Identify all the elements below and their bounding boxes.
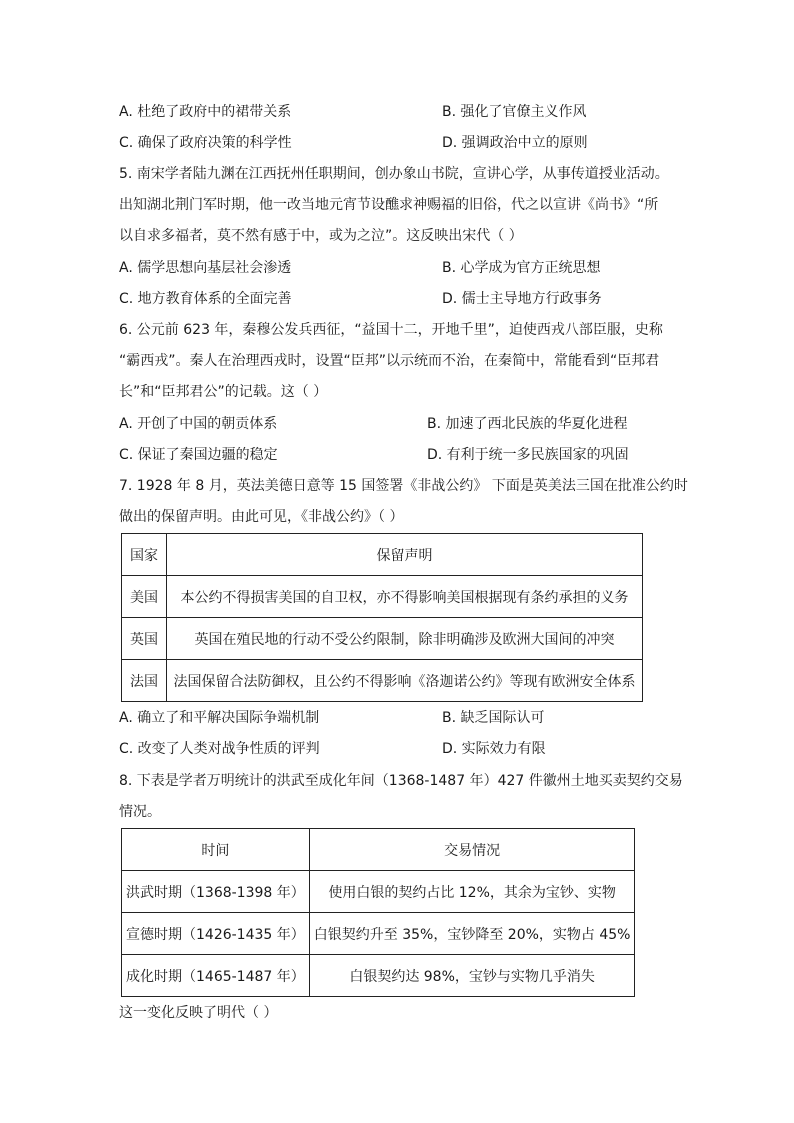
table-header-row	[122, 829, 635, 871]
q5-options-row-2	[119, 289, 679, 309]
table-row	[122, 618, 643, 660]
table-cell: 本公约不得损害美国的自卫权，亦不得影响美国根据现有条约承担的义务	[167, 576, 643, 618]
q7-stem-line-2: 做出的保留声明。由此可见，《非战公约》（ ）	[119, 509, 404, 525]
q4-options-row-1	[119, 102, 679, 122]
table-row	[122, 871, 635, 913]
q5-stem-line-3: 以自求多福者，莫不然有感于中，或为之泣”。这反映出宋代（ ）	[119, 228, 523, 244]
table-row	[122, 955, 635, 997]
q8-stem-line-2: 情况。	[119, 804, 161, 820]
table-row	[122, 913, 635, 955]
q6-stem-line-2: “霸西戎”。秦人在治理西戎时，设置“臣邦”以示统而不治，在秦简中，常能看到“臣邦君	[119, 353, 660, 369]
q5-option-a[interactable]: A. 儒学思想向基层社会渗透	[119, 260, 292, 276]
q7-stem-line-1: 7. 1928 年 8 月，英法美德日意等 15 国签署《非战公约》 下面是英美法三国在批准公约时	[119, 478, 688, 494]
q5-option-d[interactable]: D. 儒士主导地方行政事务	[442, 291, 602, 307]
q4-option-c[interactable]: C. 确保了政府决策的科学性	[119, 135, 292, 151]
q6-option-d[interactable]: D. 有利于统一多民族国家的巩固	[427, 447, 629, 463]
q8-stem-line-1: 8. 下表是学者万明统计的洪武至成化年间（1368-1487 年）427 件徽州土地买卖契约交易	[119, 773, 683, 789]
q4-options-row-2	[119, 133, 679, 153]
table-cell: 英国在殖民地的行动不受公约限制，除非明确涉及欧洲大国间的冲突	[167, 618, 643, 660]
table-header-cell: 交易情况	[309, 829, 635, 871]
table-row	[122, 660, 643, 702]
q8-tail-line: 这一变化反映了明代（ ）	[119, 1005, 278, 1021]
table-header-row	[122, 534, 643, 576]
table-row	[122, 576, 643, 618]
q6-option-b[interactable]: B. 加速了西北民族的华夏化进程	[427, 416, 628, 432]
table-cell: 美国	[122, 576, 167, 618]
table-header-cell: 时间	[122, 829, 310, 871]
q6-option-a[interactable]: A. 开创了中国的朝贡体系	[119, 416, 278, 432]
table-header-cell: 国家	[122, 534, 167, 576]
table-cell: 洪武时期（1368-1398 年）	[122, 871, 310, 913]
table-cell: 白银契约达 98%，宝钞与实物几乎消失	[309, 955, 635, 997]
table-cell: 法国	[122, 660, 167, 702]
q5-stem-line-1: 5. 南宋学者陆九渊在江西抚州任职期间，创办象山书院，宣讲心学，从事传道授业活动。	[119, 166, 669, 182]
q5-option-b[interactable]: B. 心学成为官方正统思想	[442, 260, 601, 276]
q7-options-row-2	[119, 739, 679, 759]
q6-option-c[interactable]: C. 保证了秦国边疆的稳定	[119, 447, 278, 463]
q6-options-row-2	[119, 445, 679, 465]
table-cell: 白银契约升至 35%，宝钞降至 20%，实物占 45%	[309, 913, 635, 955]
table-cell: 宣德时期（1426-1435 年）	[122, 913, 310, 955]
q6-stem-line-1: 6. 公元前 623 年，秦穆公发兵西征，“益国十二，开地千里”，迫使西戎八部臣服，史称	[119, 322, 663, 338]
q7-option-d[interactable]: D. 实际效力有限	[442, 741, 546, 757]
q8-table	[121, 828, 635, 997]
q5-stem-line-2: 出知湖北荆门军时期，他一改当地元宵节设醮求神赐福的旧俗，代之以宣讲《尚书》“所	[119, 197, 659, 213]
table-cell: 成化时期（1465-1487 年）	[122, 955, 310, 997]
q5-option-c[interactable]: C. 地方教育体系的全面完善	[119, 291, 292, 307]
q4-option-b[interactable]: B. 强化了官僚主义作风	[442, 104, 587, 120]
q6-options-row-1	[119, 414, 679, 434]
q6-stem-line-3: 长”和“臣邦君公”的记载。这（ ）	[119, 384, 328, 400]
q5-options-row-1	[119, 258, 679, 278]
q7-option-b[interactable]: B. 缺乏国际认可	[442, 710, 545, 726]
q4-option-d[interactable]: D. 强调政治中立的原则	[442, 135, 588, 151]
table-header-cell: 保留声明	[167, 534, 643, 576]
q7-options-row-1	[119, 708, 679, 728]
table-cell: 法国保留合法防御权，且公约不得影响《洛迦诺公约》等现有欧洲安全体系	[167, 660, 643, 702]
q7-option-c[interactable]: C. 改变了人类对战争性质的评判	[119, 741, 320, 757]
table-cell: 英国	[122, 618, 167, 660]
q7-table	[121, 533, 643, 702]
table-cell: 使用白银的契约占比 12%，其余为宝钞、实物	[309, 871, 635, 913]
q4-option-a[interactable]: A. 杜绝了政府中的裙带关系	[119, 104, 292, 120]
q7-option-a[interactable]: A. 确立了和平解决国际争端机制	[119, 710, 320, 726]
